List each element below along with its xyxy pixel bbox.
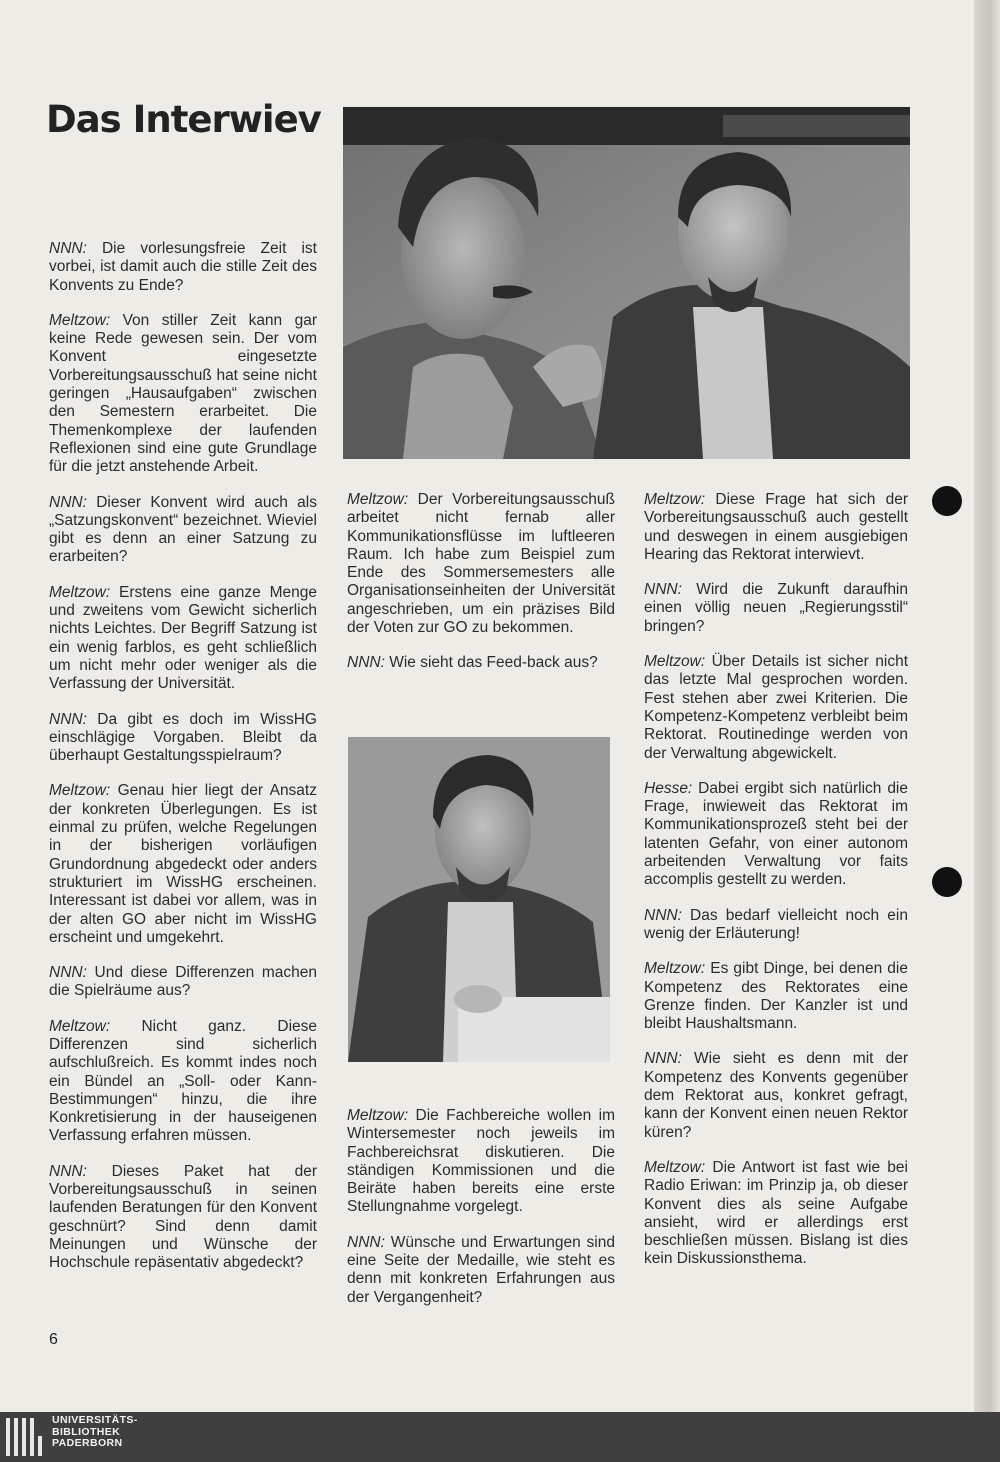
- library-logo-icon: [6, 1418, 44, 1456]
- photo-portrait: [348, 737, 610, 1062]
- paragraph: [49, 494, 317, 567]
- library-logo-text: [52, 1415, 138, 1450]
- paragraph: [347, 1234, 615, 1307]
- paragraph: [644, 1050, 908, 1141]
- paragraph: [644, 1159, 908, 1269]
- page-number: 6: [49, 1331, 58, 1348]
- speaker: Meltzow:: [49, 1017, 111, 1035]
- article-column-2-top: [347, 491, 615, 690]
- paragraph-text: Und diese Differenzen machen die Spielräume aus?: [49, 964, 317, 1000]
- library-footer: [0, 1412, 1000, 1462]
- punch-hole: [932, 867, 962, 897]
- speaker: NNN:: [49, 240, 87, 257]
- paragraph-text: Nicht ganz. Diese Differenzen sind sicherlich aufschlußreich. Es kommt indes noch ein Bündel an „Soll- oder Kann-Bestimmungen“ hinzu, die ihre Konkretisierung in der hauseigenen Verfassung erfahren müssen.: [49, 1017, 317, 1145]
- paragraph: [49, 782, 317, 947]
- speaker: Meltzow:: [644, 1158, 706, 1176]
- paragraph-text: Wünsche und Erwartungen sind eine Seite der Medaille, wie steht es denn mit konkreten Erfahrungen aus der Vergangenheit?: [347, 1233, 615, 1306]
- paragraph: [49, 584, 317, 694]
- paragraph-text: Die Antwort ist fast wie bei Radio Eriwan: im Prinzip ja, ob dieser Konvent dies als seine Aufgabe ansieht, wird er allerdings erst beschließen müssen. Bislang ist dies kein Diskussionsthema.: [644, 1158, 908, 1268]
- speaker: NNN:: [49, 1162, 87, 1180]
- speaker: Hesse:: [644, 779, 693, 797]
- paragraph: [347, 1107, 615, 1217]
- paragraph-text: Genau hier liegt der Ansatz der konkreten Überlegungen. Es ist einmal zu prüfen, welche Regelungen in der bisherigen vorläufigen Grundordnung abgedeckt oder anders strukturiert im WissHG erscheinen. Interessant ist dabei vor allem, was in der alten GO aber nicht im WissHG erscheint und umgekehrt.: [49, 782, 317, 946]
- paragraph: [644, 653, 908, 763]
- paragraph-text: Diese Frage hat sich der Vorbereitungsausschuß auch gestellt und deswegen in einem ausgiebigen Hearing das Rektorat interwievt.: [644, 491, 908, 563]
- paragraph-text: Über Details ist sicher nicht das letzte Mal gesprochen worden. Fest stehen aber zwei Kriterien. Die Kompetenz-Kompetenz verbleibt beim Rektorat. Routinedinge werden von der Verwaltung abgewickelt.: [644, 653, 908, 762]
- article-column-3: [644, 491, 908, 1286]
- paragraph: [49, 1163, 317, 1273]
- paragraph-text: Dieser Konvent wird auch als „Satzungskonvent“ bezeichnet. Wieviel gibt es denn an einer Satzung zu erarbeiten?: [49, 493, 317, 566]
- paragraph-text: Wird die Zukunft daraufhin einen völlig neuen „Regierungsstil“ bringen?: [644, 581, 908, 635]
- paragraph-text: Das bedarf vielleicht noch ein wenig der Erläuterung!: [644, 906, 908, 942]
- speaker: NNN:: [644, 1050, 682, 1068]
- paragraph-text: Erstens eine ganze Menge und zweitens vom Gewicht sicherlich nichts Leichtes. Der Begriff Satzung ist ein wenig farblos, es geht schließlich um nicht mehr oder weniger als die Verfassung der Universität.: [49, 583, 317, 693]
- speaker: Meltzow:: [644, 960, 706, 978]
- speaker: Meltzow:: [644, 491, 706, 508]
- paragraph-text: Die vorlesungsfreie Zeit ist vorbei, ist damit auch die stille Zeit des Konvents zu Ende?: [49, 240, 317, 294]
- speaker: Meltzow:: [644, 653, 706, 671]
- paragraph: [49, 711, 317, 766]
- speaker: NNN:: [644, 581, 682, 599]
- logo-line: UNIVERSITÄTS-: [52, 1414, 138, 1426]
- logo-line: PADERBORN: [52, 1437, 123, 1449]
- paragraph: [644, 491, 908, 564]
- paragraph-text: Wie sieht das Feed-back aus?: [384, 654, 598, 672]
- speaker: NNN:: [347, 1233, 385, 1251]
- paragraph-text: Dabei ergibt sich natürlich die Frage, inwieweit das Rektorat im Kommunikationsprozeß steht bei der latenten Gefahr, von einer autonom arbeitenden Verwaltung vor faits accomplis gestellt zu werden.: [644, 779, 908, 889]
- photo-portrait-image: [348, 737, 610, 1062]
- page-edge: [974, 0, 1000, 1412]
- logo-line: BIBLIOTHEK: [52, 1425, 121, 1438]
- photo-two-men-image: [343, 107, 910, 459]
- paragraph: [644, 780, 908, 890]
- speaker: Meltzow:: [49, 583, 111, 601]
- speaker: NNN:: [347, 654, 385, 672]
- paragraph-text: Von stiller Zeit kann gar keine Rede gewesen sein. Der vom Konvent eingesetzte Vorbereitungsausschuß hat seine nicht geringen „Hausaufgaben“ zwischen den Semestern erarbeitet. Die Themenkomplexe der laufenden Reflexionen sind eine gute Grundlage für die jetzt anstehende Arbeit.: [49, 311, 317, 476]
- paragraph-text: Wie sieht es denn mit der Kompetenz des Konvents gegenüber dem Rektorat aus, konkret gefragt, kann der Konvent einen neuen Rektor küren?: [644, 1050, 908, 1141]
- speaker: NNN:: [49, 964, 87, 982]
- paragraph: [644, 907, 908, 944]
- paragraph-text: Da gibt es doch im WissHG einschlägige Vorgaben. Bleibt da überhaupt Gestaltungsspielraum?: [49, 710, 317, 765]
- speaker: Meltzow:: [49, 782, 111, 800]
- article-column-2-bottom: [347, 1107, 615, 1324]
- speaker: NNN:: [49, 710, 87, 728]
- paragraph-text: Die Fachbereiche wollen im Wintersemester noch jeweils im Fachbereichsrat diskutieren. Die ständigen Kommissionen und die Beiräte haben bereits eine erste Stellungnahme vorgelegt.: [347, 1107, 615, 1216]
- paragraph: [49, 312, 317, 477]
- paragraph: [644, 960, 908, 1033]
- paragraph: [347, 654, 615, 672]
- paragraph-text: Es gibt Dinge, bei denen die Kompetenz des Rektorates eine Grenze finden. Der Kanzler ist und bleibt Haushaltsmann.: [644, 960, 908, 1033]
- paragraph-text: Dieses Paket hat der Vorbereitungsausschuß in seinen laufenden Beratungen für den Konvent geschnürt? Sind denn damit Meinungen und Wünsche der Hochschule repäsentativ abgedeckt?: [49, 1162, 317, 1272]
- photo-two-men: [343, 107, 910, 459]
- speaker: NNN:: [49, 493, 87, 511]
- paragraph: [49, 964, 317, 1001]
- paragraph: [347, 491, 615, 637]
- speaker: NNN:: [644, 906, 682, 924]
- speaker: Meltzow:: [347, 1107, 409, 1124]
- paragraph: [644, 581, 908, 636]
- speaker: Meltzow:: [49, 311, 111, 329]
- paragraph: [49, 240, 317, 295]
- paragraph-text: Der Vorbereitungsausschuß arbeitet nicht fernab aller Kommunikationsflüsse im luftleeren Raum. Ich habe zum Beispiel zum Ende des Sommersemesters alle Organisationseinheiten der Universität angeschrieben, um ein präzises Bild der Voten zur GO zu bekommen.: [347, 491, 615, 637]
- article-title: Das Interwiev: [46, 98, 321, 141]
- article-column-1: [49, 240, 317, 1290]
- speaker: Meltzow:: [347, 491, 409, 508]
- punch-hole: [932, 486, 962, 516]
- paragraph: [49, 1018, 317, 1146]
